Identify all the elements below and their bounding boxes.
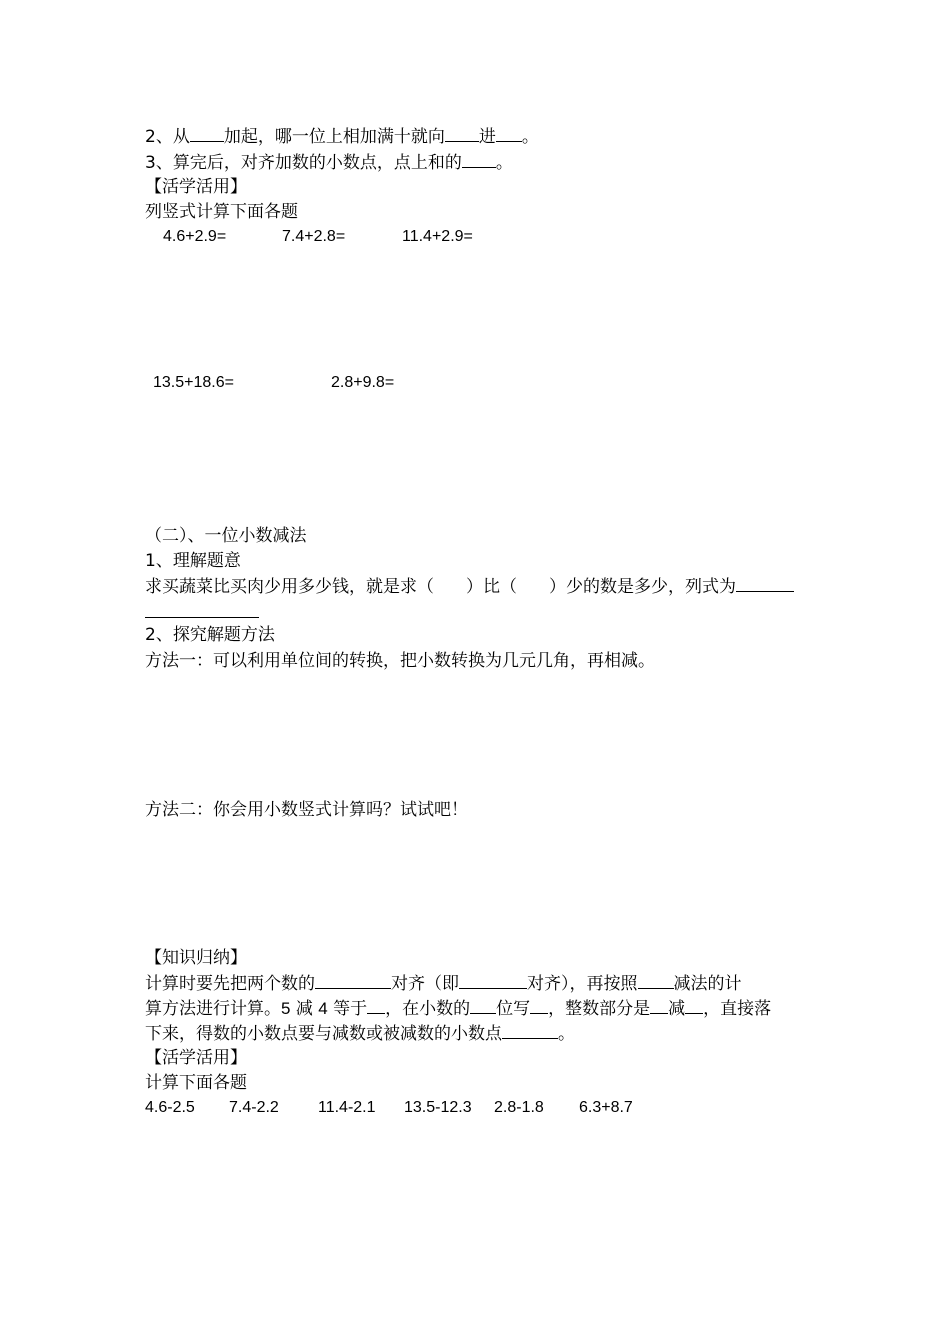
- text: ）比（: [466, 577, 517, 597]
- summary-heading: 【知识归纳】: [145, 948, 247, 968]
- blank[interactable]: [462, 150, 496, 168]
- text: 算方法进行计算。: [145, 999, 281, 1019]
- text: 对齐），再按照: [527, 974, 638, 994]
- text: 计算时要先把两个数的: [145, 974, 315, 994]
- problem: 13.5-12.3: [404, 1099, 472, 1116]
- text: 等于: [333, 999, 368, 1019]
- problem: 11.4-2.1: [318, 1099, 376, 1116]
- blank[interactable]: [650, 996, 668, 1014]
- problem: 2.8+9.8=: [331, 374, 395, 391]
- text: ，整数部分是: [548, 999, 651, 1019]
- instruction: 列竖式计算下面各题: [145, 202, 298, 222]
- problem: 7.4+2.8=: [282, 228, 346, 245]
- blank[interactable]: [470, 996, 496, 1014]
- blank[interactable]: [530, 996, 548, 1014]
- problem: 4.6-2.5: [145, 1099, 195, 1116]
- method-2: 方法二：你会用小数竖式计算吗？试试吧！: [145, 800, 468, 820]
- problem: 13.5+18.6=: [153, 374, 234, 391]
- blank[interactable]: [502, 1021, 558, 1039]
- instruction: 计算下面各题: [145, 1073, 247, 1093]
- question-line: [145, 574, 794, 599]
- blank[interactable]: [638, 971, 674, 989]
- blank[interactable]: [315, 971, 391, 989]
- problem: 2.8-1.8: [494, 1099, 544, 1116]
- summary-line-1: [145, 971, 742, 996]
- text: ，直接落: [703, 999, 772, 1019]
- blank[interactable]: [496, 124, 522, 142]
- text: 对齐（即: [391, 974, 459, 994]
- number: 5: [281, 999, 291, 1018]
- text: 2、从: [145, 127, 190, 147]
- step-2: 2、探究解题方法: [145, 625, 275, 645]
- fill-in-line-3: [145, 150, 513, 175]
- problem: 4.6+2.9=: [163, 228, 227, 245]
- text: 减: [295, 999, 313, 1019]
- text: ）少的数是多少，列式为: [549, 577, 736, 597]
- summary-line-3: [145, 1021, 575, 1046]
- text: 位写: [496, 999, 531, 1019]
- blank[interactable]: [367, 996, 385, 1014]
- summary-line-2: [145, 996, 771, 1021]
- method-1: 方法一：可以利用单位间的转换，把小数转换为几元几角，再相减。: [145, 651, 655, 671]
- text: 。: [495, 153, 513, 173]
- text: 下来，得数的小数点要与减数或被减数的小数点: [145, 1024, 502, 1044]
- practice-heading: 【活学活用】: [145, 1048, 247, 1068]
- problem: 7.4-2.2: [229, 1099, 279, 1116]
- blank[interactable]: [459, 971, 527, 989]
- blank[interactable]: [445, 124, 479, 142]
- blank[interactable]: [190, 124, 224, 142]
- text: 减: [668, 999, 686, 1019]
- problem: 11.4+2.9=: [402, 228, 473, 245]
- blank[interactable]: [685, 996, 703, 1014]
- step-1: 1、理解题意: [145, 551, 241, 571]
- text: 。: [521, 127, 539, 147]
- text: ，在小数的: [385, 999, 471, 1019]
- number: 4: [318, 999, 328, 1018]
- blank[interactable]: [736, 574, 794, 592]
- answer-blank[interactable]: [145, 617, 259, 618]
- text: 加起，哪一位上相加满十就向: [223, 127, 445, 147]
- practice-heading: 【活学活用】: [145, 177, 247, 197]
- text: 3、算完后，对齐加数的小数点，点上和的: [145, 153, 462, 173]
- text: 进: [478, 127, 496, 147]
- problem: 6.3+8.7: [579, 1099, 633, 1116]
- text: 求买蔬菜比买肉少用多少钱，就是求（: [145, 577, 434, 597]
- text: 。: [558, 1024, 575, 1044]
- fill-in-line-2: [145, 124, 539, 149]
- section-heading: （二）、一位小数减法: [145, 526, 307, 546]
- text: 减法的计: [673, 974, 742, 994]
